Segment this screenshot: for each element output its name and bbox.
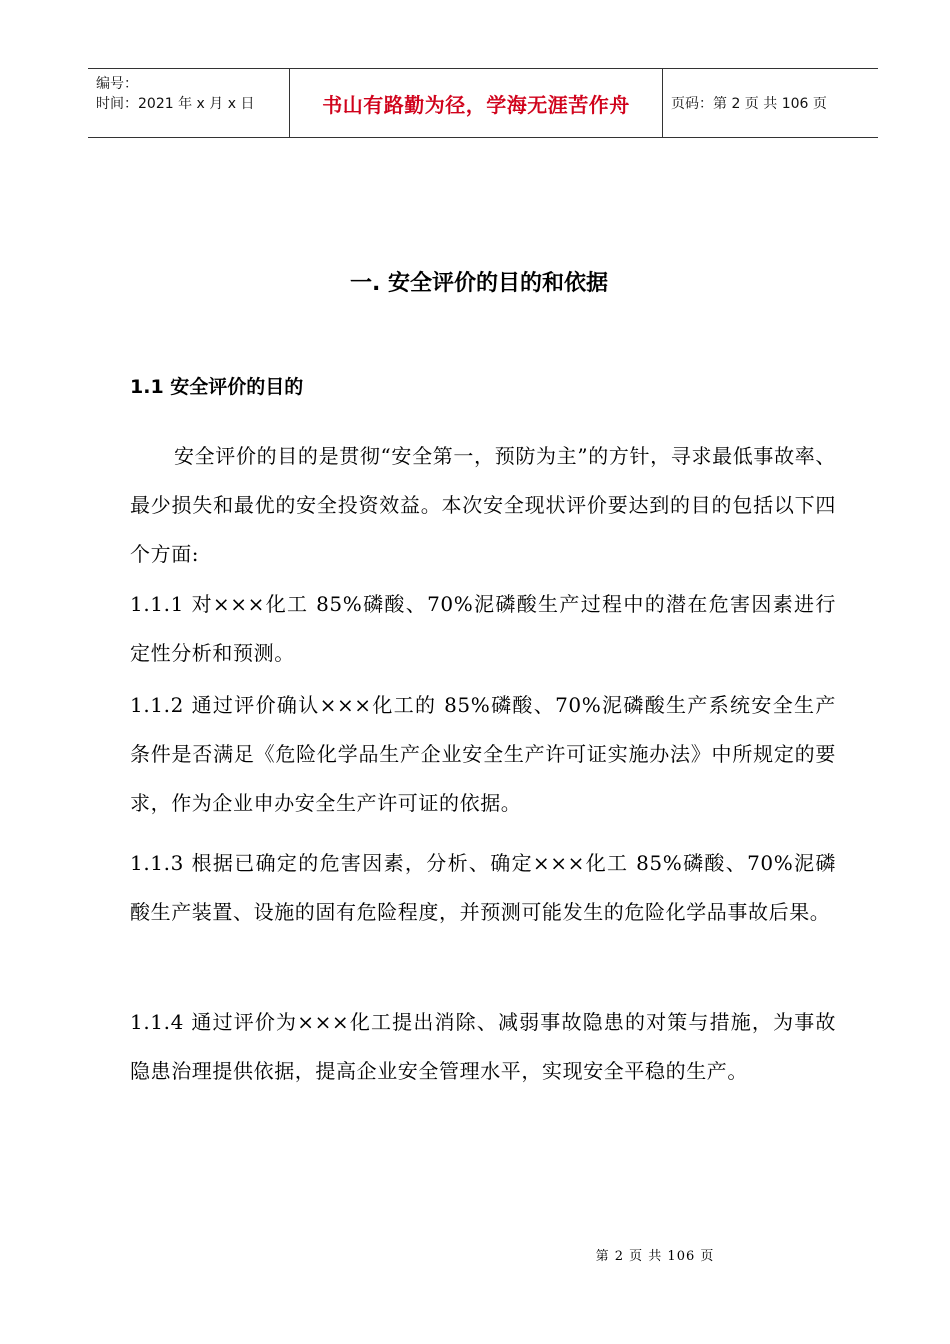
paragraph-1-1-3: 1.1.3 根据已确定的危害因素，分析、确定×××化工 85%磷酸、70%泥磷酸生产装置、设施的固有危险程度，并预测可能发生的危险化学品事故后果。: [130, 851, 836, 924]
header-page-cell: [663, 69, 878, 137]
header-motto-cell: [290, 69, 663, 137]
document-title-text: 一. 安全评价的目的和依据: [349, 271, 609, 296]
section-heading: 1.1 安全评价的目的: [130, 376, 304, 398]
document-title: [0, 266, 950, 297]
page-header: [88, 68, 878, 138]
paragraph-intro: 安全评价的目的是贯彻“安全第一，预防为主”的方针，寻求最低事故率、最少损失和最优的安全投资效益。本次安全现状评价要达到的目的包括以下四个方面:: [130, 444, 836, 566]
footer-page-number: 第 2 页 共 106 页: [595, 1249, 715, 1264]
number-label: 编号：: [96, 76, 138, 92]
page-footer: [0, 1245, 950, 1264]
paragraph-1-1-4: 1.1.4 通过评价为×××化工提出消除、减弱事故隐患的对策与措施，为事故隐患治理提供依据，提高企业安全管理水平，实现安全平稳的生产。: [130, 1010, 836, 1083]
motto-text: 书山有路勤为径，学海无涯苦作舟: [322, 92, 630, 117]
header-meta-cell: [88, 69, 290, 137]
paragraph-1-1-1: 1.1.1 对×××化工 85%磷酸、70%泥磷酸生产过程中的潜在危害因素进行定性分析和预测。: [130, 592, 836, 665]
time-label: 时间：2021 年 x 月 x 日: [96, 96, 255, 112]
paragraph-1-1-2: 1.1.2 通过评价确认×××化工的 85%磷酸、70%泥磷酸生产系统安全生产条件是否满足《危险化学品生产企业安全生产许可证实施办法》中所规定的要求，作为企业申办安全生产许可证的依据。: [130, 693, 836, 815]
header-page-info: 页码：第 2 页 共 106 页: [671, 96, 827, 112]
